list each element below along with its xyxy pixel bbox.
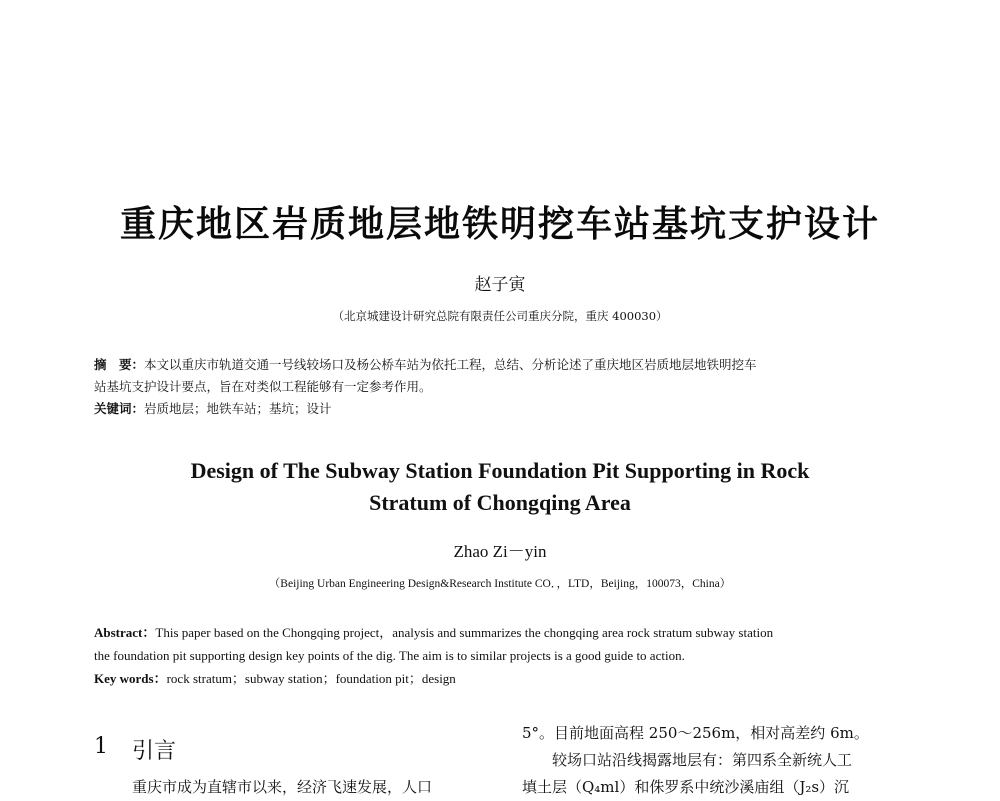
keywords-en-label: Key words： [94,671,167,686]
body-left-line-1: 重庆市成为直辖市以来，经济飞速发展，人口 [132,778,433,796]
affiliation-cn: （北京城建设计研究总院有限责任公司重庆分院，重庆 400030） [332,309,668,323]
keywords-en [94,667,924,690]
section-title: 引言 [132,739,177,764]
abstract-en-line-1 [94,621,924,644]
keywords-cn [94,398,924,420]
abstract-cn-line-2: 站基坑支护设计要点，旨在对类似工程能够有一定参考作用。 [94,379,432,394]
abstract-cn [94,354,924,420]
body-right-line-3: 填土层（Q₄ml）和侏罗系中统沙溪庙组（J₂s）沉 [522,778,850,796]
affiliation-en: （Beijing Urban Engineering Design&Research Institute CO．，LTD，Beijing，100073，China） [268,578,732,590]
abstract-cn-line-1 [94,354,924,376]
paper-title-en-line-1: Design of The Subway Station Foundation Pit Supporting in Rock [190,458,810,483]
abstract-en-label: Abstract： [94,625,156,640]
keywords-en-text: rock stratum；subway station；foundation pit；design [166,671,456,686]
body-right-line-1: 5°。目前地面高程 250～256m，相对高差约 6m。 [522,724,869,742]
abstract-cn-text-1: 本文以重庆市轨道交通一号线较场口及杨公桥车站为依托工程，总结、分析论述了重庆地区岩质地层地铁明挖车 [144,357,757,372]
abstract-en-text-1: This paper based on the Chongqing project，analysis and summarizes the chongqing area rock stratum subway station [155,625,774,640]
paper-title-en-line-2: Stratum of Chongqing Area [369,490,631,515]
abstract-en [94,621,924,690]
paper-title-en [0,455,1000,519]
abstract-en-line-2: the foundation pit supporting design key points of the dig. The aim is to similar projects is a good guide to action. [94,648,685,663]
keywords-cn-text: 岩质地层；地铁车站；基坑；设计 [144,401,332,416]
paper-title-cn: 重庆地区岩质地层地铁明挖车站基坑支护设计 [119,204,880,245]
body-right-line-2: 较场口站沿线揭露地层有：第四系全新统人工 [552,751,853,769]
abstract-cn-label: 摘 要： [94,357,145,372]
author-name-en: Zhao Zi－yin [453,542,547,561]
author-name-cn: 赵子寅 [474,275,526,295]
keywords-cn-label: 关键词： [94,401,145,416]
section-number: 1 [94,734,108,759]
